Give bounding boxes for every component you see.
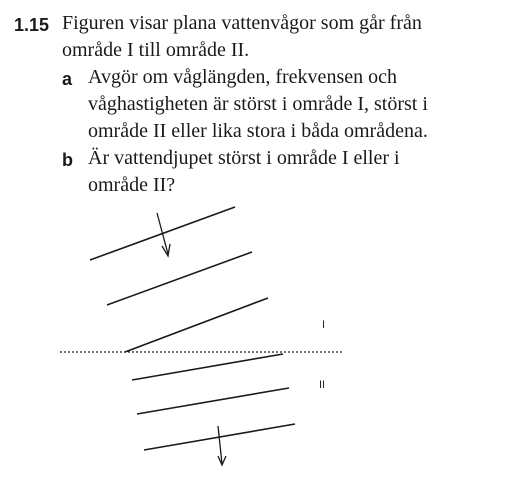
item-b-line: område II?: [88, 174, 176, 196]
item-a-letter: a: [62, 69, 73, 89]
wavefront-region-1: [125, 298, 268, 352]
wavefront-region-2: [137, 388, 289, 414]
region-label-2: II: [319, 379, 326, 391]
item-a-line: Avgör om våglängden, frekvensen och: [88, 66, 397, 88]
stem-line: Figuren visar plana vattenvågor som går från: [62, 12, 422, 34]
wavefront-region-2: [132, 354, 283, 380]
item-b-letter: b: [62, 150, 73, 170]
wavefront-region-1: [107, 252, 252, 305]
item-a-line: våghastigheten är störst i område I, störst i: [88, 93, 428, 115]
item-b-line: Är vattendjupet störst i område I eller i: [88, 147, 400, 169]
stem-line: område I till område II.: [62, 39, 250, 61]
region-label-1: I: [322, 319, 326, 331]
item-a-line: område II eller lika stora i båda områdena.: [88, 120, 428, 142]
problem-number: 1.15: [14, 15, 50, 35]
